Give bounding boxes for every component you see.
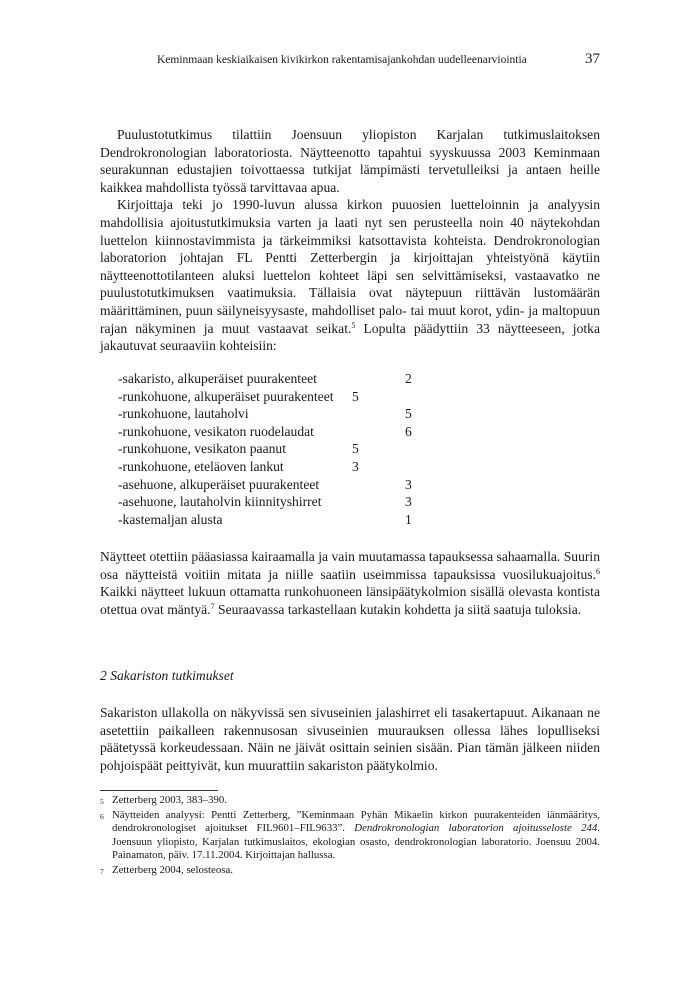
list-item-label: -runkohuone, eteläoven lankut bbox=[118, 458, 284, 474]
list-item-label: -asehuone, lautaholvin kiinnityshirret bbox=[118, 494, 322, 510]
footnote-ref-5[interactable]: 5 bbox=[351, 320, 356, 330]
paragraph-3-text-a: Näytteet otettiin pääasiassa kairaamalla ja vain muutamassa tapauksessa sahaamalla. Suurin osa näytteistä voitiin mitata ja niille saatiin useimmissa tapauksissa vuosilukuajoitus. bbox=[100, 549, 600, 582]
paragraph-1 bbox=[100, 126, 600, 196]
page-number: 37 bbox=[585, 51, 600, 67]
list-item-count: 5 bbox=[352, 388, 359, 404]
footnote-ref-6[interactable]: 6 bbox=[596, 566, 600, 576]
footnote-italic-title: Dendrokronologian laboratorion ajoitusseloste 244 bbox=[354, 822, 598, 834]
footnote-text: Näytteiden analyysi: Pentti Zetterberg, ”Keminmaan Pyhän Mikaelin kirkon puurakenteiden iänmääritys, dendrokronologiset ajoitukset FIL9601–FIL9633”. bbox=[112, 808, 600, 834]
footnote-text: Zetterberg 2004, selosteosa. bbox=[112, 863, 233, 876]
list-item-count: 3 bbox=[405, 494, 412, 510]
list-item-label: -asehuone, alkuperäiset puurakenteet bbox=[118, 476, 320, 492]
paragraph-3-text-b: Kaikki näytteet lukuun ottamatta runkohuoneen länsipäätykolmion sisällä olevasta kontista otettua ovat mäntyä. bbox=[100, 584, 600, 617]
list-item-count: 5 bbox=[352, 441, 359, 457]
paragraph-3 bbox=[100, 548, 600, 618]
body-text-bottom bbox=[100, 704, 600, 774]
list-item-label: -runkohuone, vesikaton ruodelaudat bbox=[118, 423, 314, 439]
paragraph-2 bbox=[100, 196, 600, 354]
list-item-label: -runkohuone, alkuperäiset puurakenteet bbox=[118, 388, 334, 404]
running-header bbox=[100, 51, 600, 72]
footnote-number: 7 bbox=[100, 866, 104, 876]
paragraph-2-text-a: Kirjoittaja teki jo 1990-luvun alussa kirkon puuosien luetteloinnin ja analyysin mahdollisia ajoitustutkimuksia varten ja laati nyt sen perusteella noin 40 näytekohdan luettelon kiinnostavimmista ja tärkeimmiksi katsottavista kohteista. Dendrokronologian laboratorion johtajan FL Pentti Zetterbergin ja kirjoittajan yhteistyönä käytiin näytteenottotilanteen aluksi luettelon kohteet läpi sen selvittämiseksi, vastaavatko ne puulustotutkimuksen vaatimuksia. Tällaisia ovat näytepuun riittävän lustomäärän määrittäminen, puun säilyneisyysaste, mahdolliset palo- tai muut korot, ydin- ja maltopuun rajan näkyminen ja muut vastaavat seikat. bbox=[100, 197, 600, 336]
list-item-count: 3 bbox=[405, 476, 412, 492]
paragraph-2-text-b: Lopulta päädyttiin 33 näytteeseen, jotka jakautuvat seuraaviin kohteisiin: bbox=[100, 320, 600, 354]
list-item-count: 5 bbox=[405, 406, 412, 422]
list-item-count: 1 bbox=[405, 511, 412, 527]
list-item-count: 2 bbox=[405, 371, 412, 386]
footnote-number: 5 bbox=[100, 797, 104, 806]
footnotes bbox=[100, 794, 600, 878]
footnote-number: 6 bbox=[100, 811, 104, 821]
footnote-6 bbox=[100, 809, 600, 863]
paragraph-4-text: Sakariston ullakolla on näkyvissä sen sivuseinien jalashirret eli tasakertapuut. Aikanaan ne asetettiin paikalleen rakennusosan sivuseinien muurauksen ollessa lähes lopulliseksi päätetyssä korkeudessaan. Näin ne jäivät osittain seinien sisään. Pian tämän jälkeen niiden pohjoispäät peittyivät, kun muurattiin sakariston päätykolmio. bbox=[100, 705, 600, 773]
list-item-label: -kastemaljan alusta bbox=[118, 511, 223, 527]
body-text-middle bbox=[100, 548, 600, 618]
footnote-text: . Joensuun yliopisto, Karjalan tutkimuslaitos, ekologian osasto, dendrokronologian laboratorio. Joensuu 2004. Painamaton, päiv. 17.11.2004. Kirjoittajan hallussa. bbox=[112, 822, 600, 861]
list-item-count: 6 bbox=[405, 423, 412, 439]
list-item-label: -runkohuone, vesikaton paanut bbox=[118, 441, 286, 457]
paragraph-1-text: Puulustotutkimus tilattiin Joensuun yliopiston Karjalan tutkimuslaitoksen Dendrokronologian laboratoriosta. Näytteenotto tapahtui syyskuussa 2003 Keminmaan seurakunnan edustajien toivottaessa tutkijat lämpimästi tervetulleiksi ja antaen heille kaikkea mahdollista työssä tarvittavaa apua. bbox=[100, 127, 600, 195]
footnote-5 bbox=[100, 794, 600, 808]
paragraph-4 bbox=[100, 704, 600, 774]
list-item-label: -sakaristo, alkuperäiset puurakenteet bbox=[118, 371, 317, 386]
footnote-text: Zetterberg 2003, 383–390. bbox=[112, 794, 227, 806]
footnote-ref-7[interactable]: 7 bbox=[210, 601, 215, 611]
body-text-top bbox=[100, 126, 600, 355]
paragraph-3-text-c: Seuraavassa tarkastellaan kutakin kohdetta ja siitä saatuja tuloksia. bbox=[214, 601, 582, 617]
section-heading: 2 Sakariston tutkimukset bbox=[100, 668, 234, 683]
footnote-divider bbox=[100, 790, 218, 791]
footnote-7 bbox=[100, 864, 600, 878]
list-item-count: 3 bbox=[352, 458, 359, 474]
running-title: Keminmaan keskiaikaisen kivikirkon rakentamisajankohdan uudelleenarviointia bbox=[157, 54, 527, 66]
list-item-label: -runkohuone, lautaholvi bbox=[118, 406, 249, 422]
